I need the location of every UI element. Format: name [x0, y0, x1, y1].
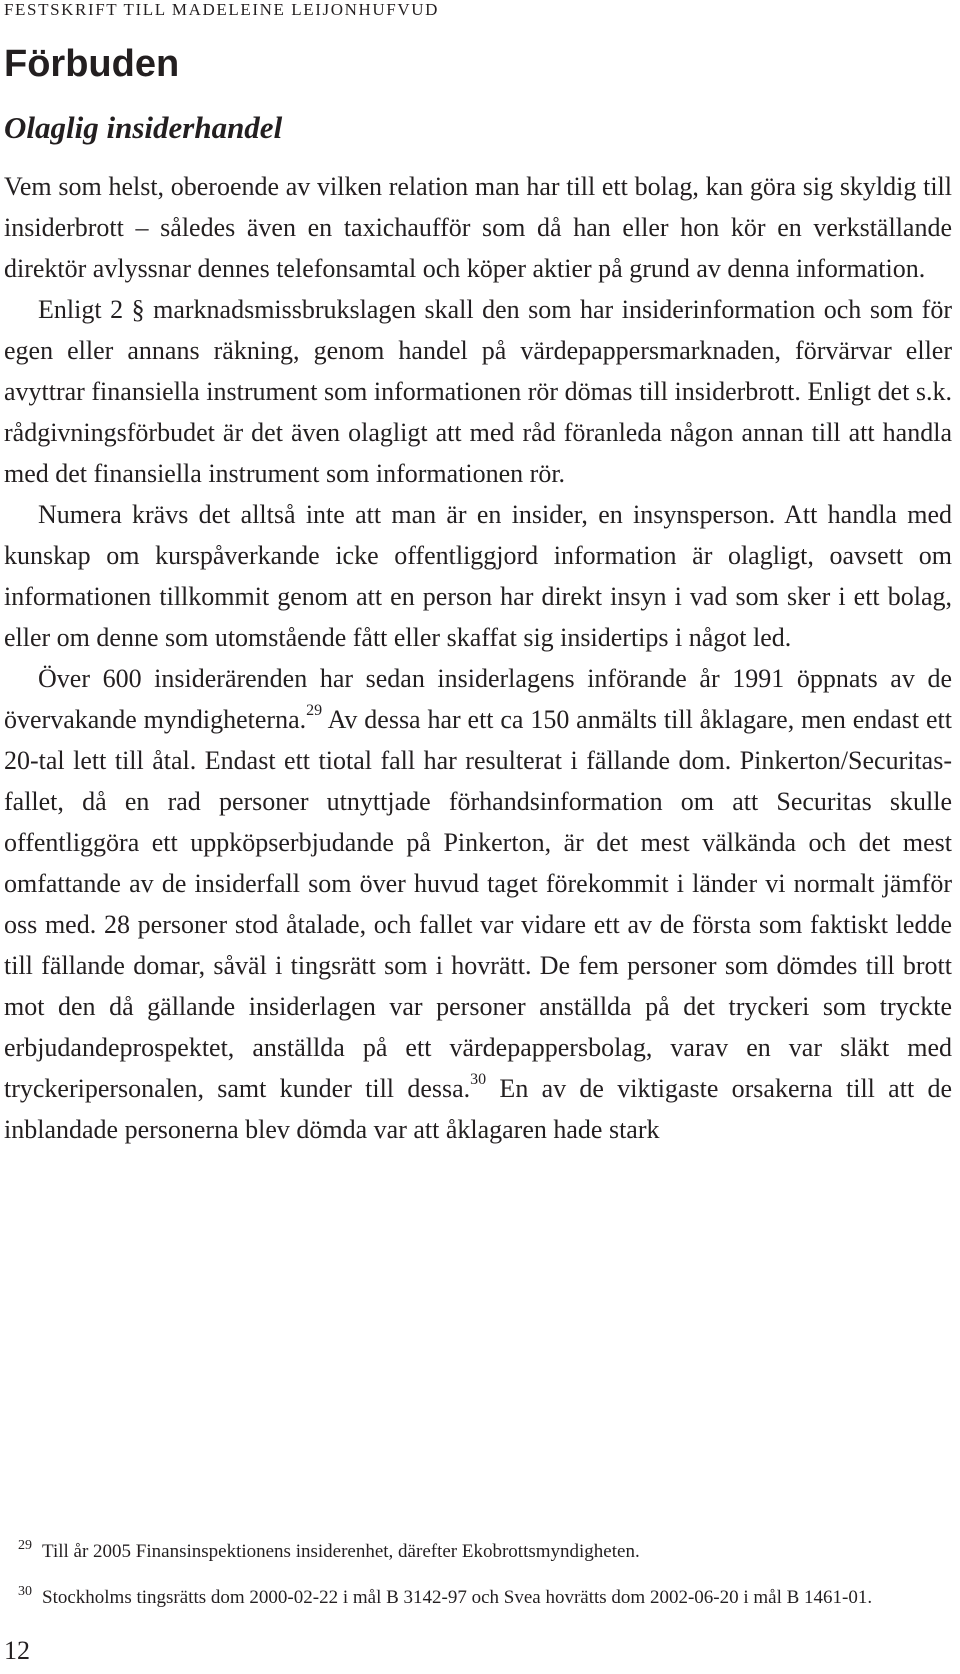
paragraph-text: En av de viktigaste orsakerna till att de inblandade personerna blev dömda var att åklagaren hade stark: [4, 1074, 952, 1144]
paragraph: [4, 658, 952, 1150]
paragraph: Enligt 2 § marknadsmissbrukslagen skall den som har insiderinformation och som för egen eller annans räkning, genom handel på värdepappersmarknaden, förvärvar eller avyttrar finansiella instrument som informationen rör dömas till insiderbrott. Enligt det s.k. rådgivningsförbudet är det även olagligt att med råd föranleda någon annan till att handla med det finansiella instrument som informationen rör.: [4, 295, 952, 488]
footnote-reference-29[interactable]: 29: [306, 702, 323, 720]
footnote-number: 29: [18, 1538, 32, 1553]
body-text: [4, 166, 952, 1150]
paragraph-text: Över 600 insiderärenden har sedan insiderlagens införande år 1991 öppnats av de övervakande myndigheterna.: [4, 664, 952, 734]
footnote: [4, 1582, 952, 1614]
document-page: [4, 0, 952, 1674]
paragraph-text: Av dessa har ett ca 150 anmälts till åklagare, men endast ett 20-tal lett till åtal. Endast ett tiotal fall har resulterat i fällande dom. Pinkerton/Securitas-fallet, då en rad personer utnyttjade förhandsinformation om att Securitas skulle offentliggöra ett uppköpserbjudande på Pinkerton, är det mest välkända och det mest omfattande av de insiderfall som över huvud taget förekommit i länder vi normalt jämför oss med. 28 personer stod åtalade, och fallet var vidare ett av de första som faktiskt ledde till fällande domar, såväl i tingsrätt som i hovrätt. De fem personer som dömdes till brott mot den då gällande insiderlagen var personer anställda på det tryckeri som tryckte erbjudandeprospektet, anställda på ett värdepappersbolag, varav en var släkt med tryckeripersonalen, samt kunder till dessa.: [4, 705, 952, 1103]
running-head: FESTSKRIFT TILL MADELEINE LEIJONHUFVUD: [4, 0, 439, 19]
footnotes: [4, 1536, 952, 1628]
subsection-title: Olaglig insiderhandel: [4, 110, 283, 145]
footnote-text: Stockholms tingsrätts dom 2000-02-22 i mål B 3142-97 och Svea hovrätts dom 2002-06-20 i mål B 1461-01.: [42, 1587, 873, 1608]
footnote-text: Till år 2005 Finansinspektionens insiderenhet, därefter Ekobrottsmyndigheten.: [42, 1541, 640, 1562]
footnote-number: 30: [18, 1584, 32, 1599]
paragraph: Numera krävs det alltså inte att man är en insider, en insynsperson. Att handla med kunskap om kurspåverkande icke offentliggjord information är olagligt, oavsett om informationen tillkommit genom att en person har direkt insyn i vad som sker i ett bolag, eller om denne som utomstående fått eller skaffat sig insidertips i något led.: [4, 500, 952, 652]
section-title: Förbuden: [4, 43, 180, 85]
footnote-reference-30[interactable]: 30: [470, 1071, 487, 1089]
page-number: 12: [4, 1636, 30, 1665]
paragraph: Vem som helst, oberoende av vilken relation man har till ett bolag, kan göra sig skyldig till insiderbrott – således även en taxichaufför som då han eller hon kör en verkställande direktör avlyssnar dennes telefonsamtal och köper aktier på grund av denna information.: [4, 172, 952, 283]
footnote: [4, 1536, 952, 1568]
